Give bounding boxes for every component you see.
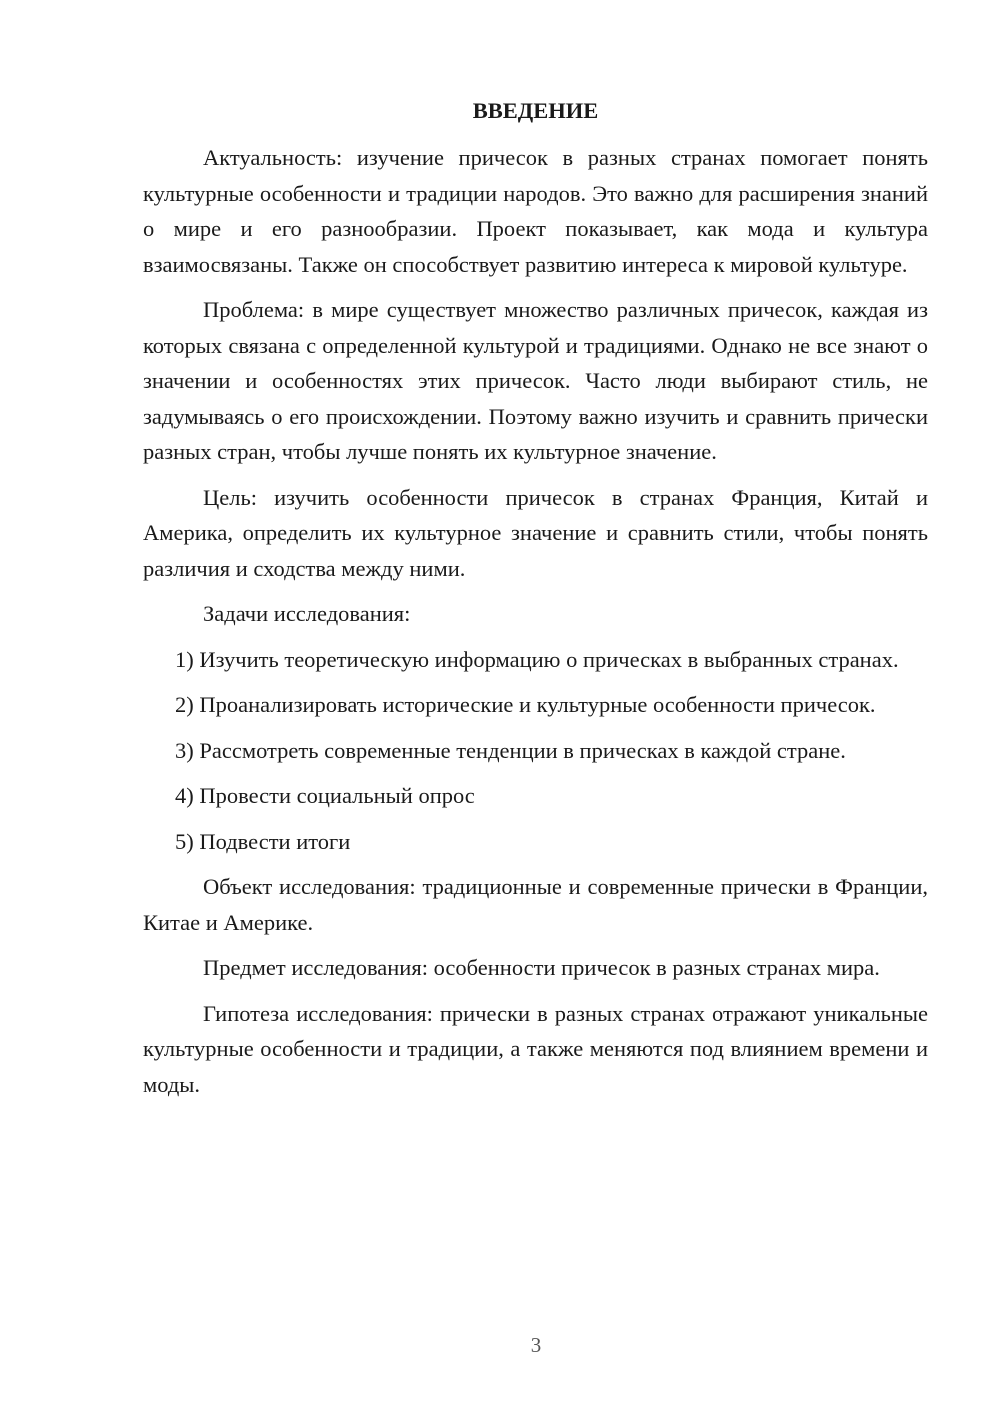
task-item-5: 5) Подвести итоги [175, 828, 351, 854]
document-page [143, 95, 928, 1102]
paragraph-hypothesis: Гипотеза исследования: прически в разных странах отражают уникальные культурные особенности и традиции, а также меняются под влиянием времени и моды. [143, 1000, 928, 1097]
paragraph-object: Объект исследования: традиционные и современные прически в Франции, Китае и Америке. [143, 874, 928, 935]
tasks-heading: Задачи исследования: [203, 601, 411, 626]
task-item-4: 4) Провести социальный опрос [175, 783, 475, 808]
paragraph-subject: Предмет исследования: особенности причесок в разных странах мира. [203, 955, 880, 980]
paragraph-problem: Проблема: в мире существует множество различных причесок, каждая из которых связана с определенной культурой и традициями. Однако не все знают о значении и особенностях этих причесок. Часто люди выбирают стиль, не задумываясь о его происхождении. Поэтому важно изучить и сравнить прически разных стран, чтобы лучше понять их культурное значение. [143, 297, 928, 464]
task-item-2: 2) Проанализировать исторические и культурные особенности причесок. [175, 692, 876, 717]
task-item-3: 3) Рассмотреть современные тенденции в прическах в каждой стране. [175, 737, 846, 763]
paragraph-goal: Цель: изучить особенности причесок в странах Франция, Китай и Америка, определить их культурное значение и сравнить стили, чтобы понять различия и сходства между ними. [143, 484, 928, 581]
paragraph-relevance: Актуальность: изучение причесок в разных странах помогает понять культурные особенности и традиции народов. Это важно для расширения знаний о мире и его разнообразии. Проект показывает, как мода и культура взаимосвязаны. Также он способствует развитию интереса к мировой культуре. [143, 145, 928, 277]
task-item-1: 1) Изучить теоретическую информацию о прическах в выбранных странах. [175, 646, 899, 672]
section-title: ВВЕДЕНИЕ [472, 98, 599, 123]
page-number: 3 [530, 1333, 542, 1357]
